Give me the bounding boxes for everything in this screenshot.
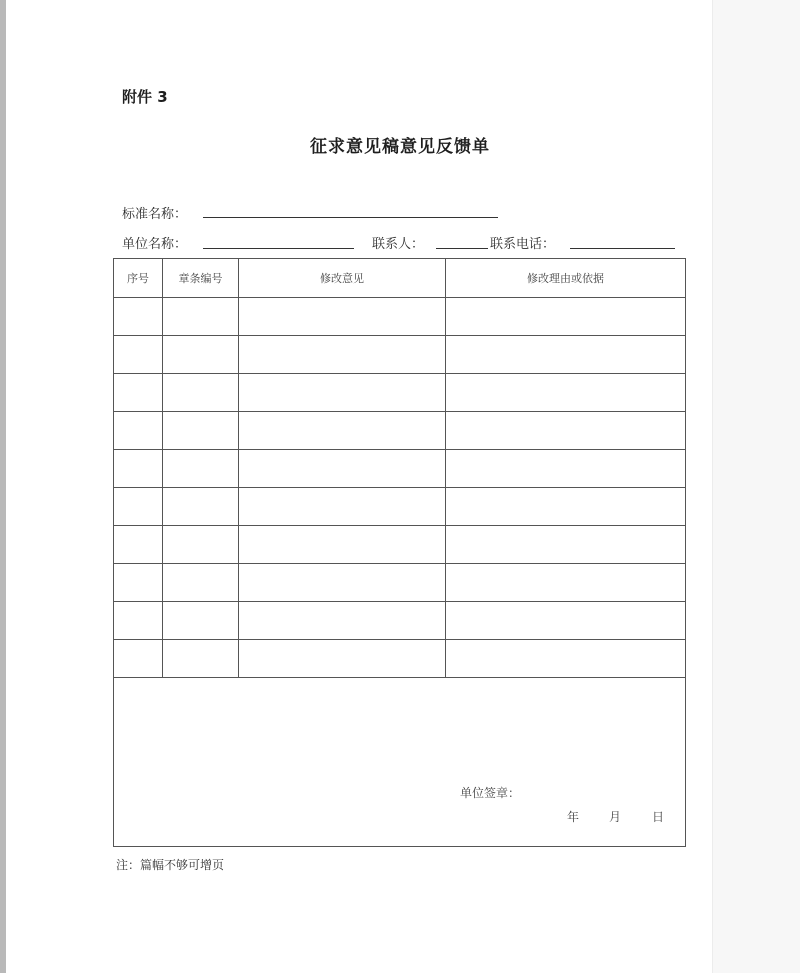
table-cell[interactable] bbox=[239, 564, 446, 602]
table-cell[interactable] bbox=[163, 602, 239, 640]
table-row bbox=[114, 450, 686, 488]
table-cell[interactable] bbox=[239, 640, 446, 678]
date-year-label: 年 bbox=[567, 810, 580, 824]
standard-name-field[interactable] bbox=[203, 217, 498, 218]
table-cell[interactable] bbox=[163, 336, 239, 374]
table-cell[interactable] bbox=[163, 374, 239, 412]
table-cell[interactable] bbox=[446, 526, 686, 564]
table-cell[interactable] bbox=[239, 298, 446, 336]
table-header-row bbox=[114, 259, 686, 298]
table-cell[interactable] bbox=[446, 298, 686, 336]
table-cell[interactable] bbox=[163, 564, 239, 602]
table-cell[interactable] bbox=[446, 374, 686, 412]
unit-name-field[interactable] bbox=[203, 248, 354, 249]
header-revision-opinion: 修改意见 bbox=[239, 259, 446, 298]
table-cell[interactable] bbox=[239, 526, 446, 564]
standard-name-label: 标准名称： bbox=[122, 207, 188, 222]
contact-field[interactable] bbox=[436, 248, 488, 249]
table-cell[interactable] bbox=[163, 488, 239, 526]
table-cell[interactable] bbox=[446, 564, 686, 602]
table-row bbox=[114, 374, 686, 412]
table-cell[interactable] bbox=[114, 488, 163, 526]
table-row bbox=[114, 564, 686, 602]
table-cell[interactable] bbox=[114, 450, 163, 488]
table-cell[interactable] bbox=[163, 412, 239, 450]
table-cell[interactable] bbox=[163, 450, 239, 488]
table-cell[interactable] bbox=[114, 564, 163, 602]
table-cell[interactable] bbox=[239, 450, 446, 488]
table-row bbox=[114, 298, 686, 336]
date-month-label: 月 bbox=[609, 810, 622, 824]
table-cell[interactable] bbox=[114, 298, 163, 336]
table-cell[interactable] bbox=[446, 412, 686, 450]
table-cell[interactable] bbox=[446, 450, 686, 488]
table-cell[interactable] bbox=[114, 374, 163, 412]
table-cell[interactable] bbox=[239, 336, 446, 374]
table-cell[interactable] bbox=[114, 640, 163, 678]
table-cell[interactable] bbox=[239, 602, 446, 640]
table-cell[interactable] bbox=[446, 602, 686, 640]
table-row bbox=[114, 526, 686, 564]
table-cell[interactable] bbox=[114, 336, 163, 374]
phone-label: 联系电话： bbox=[490, 237, 556, 252]
table-cell[interactable] bbox=[163, 298, 239, 336]
table-row bbox=[114, 488, 686, 526]
table-cell[interactable] bbox=[446, 488, 686, 526]
table-cell[interactable] bbox=[239, 488, 446, 526]
table-cell[interactable] bbox=[239, 374, 446, 412]
table-cell[interactable] bbox=[239, 412, 446, 450]
page-title: 征求意见稿意见反馈单 bbox=[310, 137, 490, 157]
contact-label: 联系人： bbox=[372, 237, 425, 252]
table-cell[interactable] bbox=[163, 640, 239, 678]
header-serial-number: 序号 bbox=[114, 259, 163, 298]
header-clause-number: 章条编号 bbox=[163, 259, 239, 298]
table-row bbox=[114, 602, 686, 640]
date-day-label: 日 bbox=[652, 810, 665, 824]
table-row bbox=[114, 336, 686, 374]
table-cell[interactable] bbox=[114, 526, 163, 564]
signature-cell[interactable] bbox=[114, 678, 686, 847]
signature-label: 单位签章： bbox=[460, 786, 521, 800]
table-cell[interactable] bbox=[446, 336, 686, 374]
table-row bbox=[114, 640, 686, 678]
table-cell[interactable] bbox=[446, 640, 686, 678]
footer-note: 注：篇幅不够可增页 bbox=[116, 858, 225, 872]
header-revision-reason: 修改理由或依据 bbox=[446, 259, 686, 298]
feedback-table bbox=[113, 258, 686, 847]
table-row bbox=[114, 412, 686, 450]
phone-field[interactable] bbox=[570, 248, 675, 249]
unit-name-label: 单位名称： bbox=[122, 237, 188, 252]
signature-row bbox=[114, 678, 686, 847]
table-cell[interactable] bbox=[114, 412, 163, 450]
table-cell[interactable] bbox=[114, 602, 163, 640]
attachment-label: 附件 3 bbox=[122, 88, 168, 106]
table-cell[interactable] bbox=[163, 526, 239, 564]
